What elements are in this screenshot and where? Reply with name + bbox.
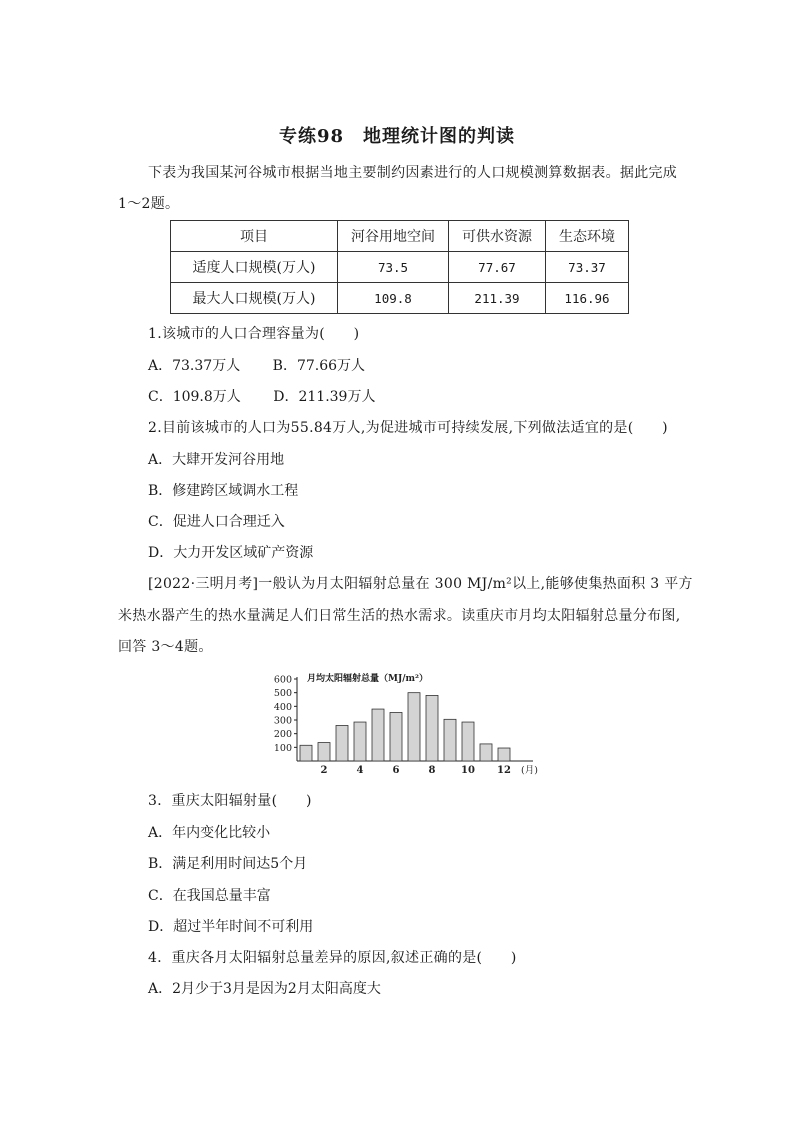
table-cell: 73.5 <box>338 252 449 283</box>
solar-radiation-bar-chart <box>262 665 562 780</box>
bar <box>300 745 312 761</box>
bar <box>462 722 474 761</box>
table-row <box>171 252 629 283</box>
q1-option-b[interactable]: B．77.66万人 <box>272 358 366 374</box>
bar <box>336 725 348 761</box>
q1-option-c[interactable]: C．109.8万人 <box>148 389 241 405</box>
table-cell: 116.96 <box>546 283 629 314</box>
q3-option-a[interactable]: A．年内变化比较小 <box>148 825 271 841</box>
y-tick-label: 600 <box>273 674 292 686</box>
bar <box>480 744 492 761</box>
bar <box>408 693 420 761</box>
q2-stem: 2.目前该城市的人口为55.84万人,为促进城市可持续发展,下列做法适宜的是( ) <box>148 420 668 436</box>
x-tick-label: 2 <box>320 765 328 776</box>
q2-option-d[interactable]: D．大力开发区域矿产资源 <box>148 545 314 561</box>
intro1-line2: 1～2题。 <box>118 196 180 212</box>
x-tick-label: 4 <box>356 765 364 776</box>
bar <box>444 719 456 761</box>
intro2-line2: 米热水器产生的热水量满足人们日常生活的热水需求。读重庆市月均太阳辐射总量分布图, <box>118 608 681 624</box>
intro2-line3: 回答 3～4题。 <box>118 639 213 655</box>
q3-option-c[interactable]: C．在我国总量丰富 <box>148 888 271 904</box>
table-cell: 211.39 <box>449 283 546 314</box>
q1-option-d[interactable]: D．211.39万人 <box>273 389 376 405</box>
bar <box>426 695 438 761</box>
table-cell: 73.37 <box>546 252 629 283</box>
q1-options-row1 <box>148 355 365 375</box>
x-axis-label: (月) <box>521 765 538 776</box>
bar <box>372 709 384 761</box>
table-header-cell: 可供水资源 <box>449 221 546 252</box>
q1-stem: 1.该城市的人口合理容量为( ) <box>148 326 360 342</box>
table-cell: 适度人口规模(万人) <box>171 252 338 283</box>
chart-title: 月均太阳辐射总量（MJ/m²） <box>307 674 428 684</box>
bar <box>498 748 510 761</box>
q2-option-a[interactable]: A．大肆开发河谷用地 <box>148 452 285 468</box>
q3-option-b[interactable]: B．满足利用时间达5个月 <box>148 856 308 872</box>
q4-stem: 4．重庆各月太阳辐射总量差异的原因,叙述正确的是( ) <box>148 950 517 966</box>
table-header-row <box>171 221 629 252</box>
q3-stem: 3．重庆太阳辐射量( ) <box>148 793 312 809</box>
q4-option-a[interactable]: A．2月少于3月是因为2月太阳高度大 <box>148 981 381 997</box>
y-tick-label: 500 <box>273 688 292 700</box>
x-tick-label: 8 <box>428 765 436 776</box>
y-tick-label: 300 <box>273 715 292 727</box>
y-tick-label: 200 <box>273 729 292 741</box>
q1-option-a[interactable]: A．73.37万人 <box>148 358 241 374</box>
q2-option-c[interactable]: C．促进人口合理迁入 <box>148 514 285 530</box>
x-tick-label: 12 <box>497 765 511 776</box>
table-header-cell: 河谷用地空间 <box>338 221 449 252</box>
table-header-cell: 项目 <box>171 221 338 252</box>
y-tick-label: 400 <box>273 701 292 713</box>
bar <box>318 743 330 761</box>
q1-options-row2 <box>148 386 375 406</box>
x-tick-label: 6 <box>392 765 400 776</box>
q2-option-b[interactable]: B．修建跨区域调水工程 <box>148 483 299 499</box>
x-tick-label: 10 <box>461 765 475 776</box>
table-header-cell: 生态环境 <box>546 221 629 252</box>
bar <box>354 722 366 761</box>
page-title: 专练98 地理统计图的判读 <box>278 126 516 147</box>
population-table <box>170 220 629 314</box>
intro1-line1: 下表为我国某河谷城市根据当地主要制约因素进行的人口规模测算数据表。据此完成 <box>148 165 678 181</box>
table-cell: 109.8 <box>338 283 449 314</box>
y-tick-label: 100 <box>273 742 292 754</box>
table-cell: 最大人口规模(万人) <box>171 283 338 314</box>
table-row <box>171 283 629 314</box>
bar <box>390 712 402 761</box>
q3-option-d[interactable]: D．超过半年时间不可利用 <box>148 919 314 935</box>
table-cell: 77.67 <box>449 252 546 283</box>
intro2-line1: [2022·三明月考]一般认为月太阳辐射总量在 300 MJ/m²以上,能够使集热面积 3 平方 <box>148 576 693 592</box>
